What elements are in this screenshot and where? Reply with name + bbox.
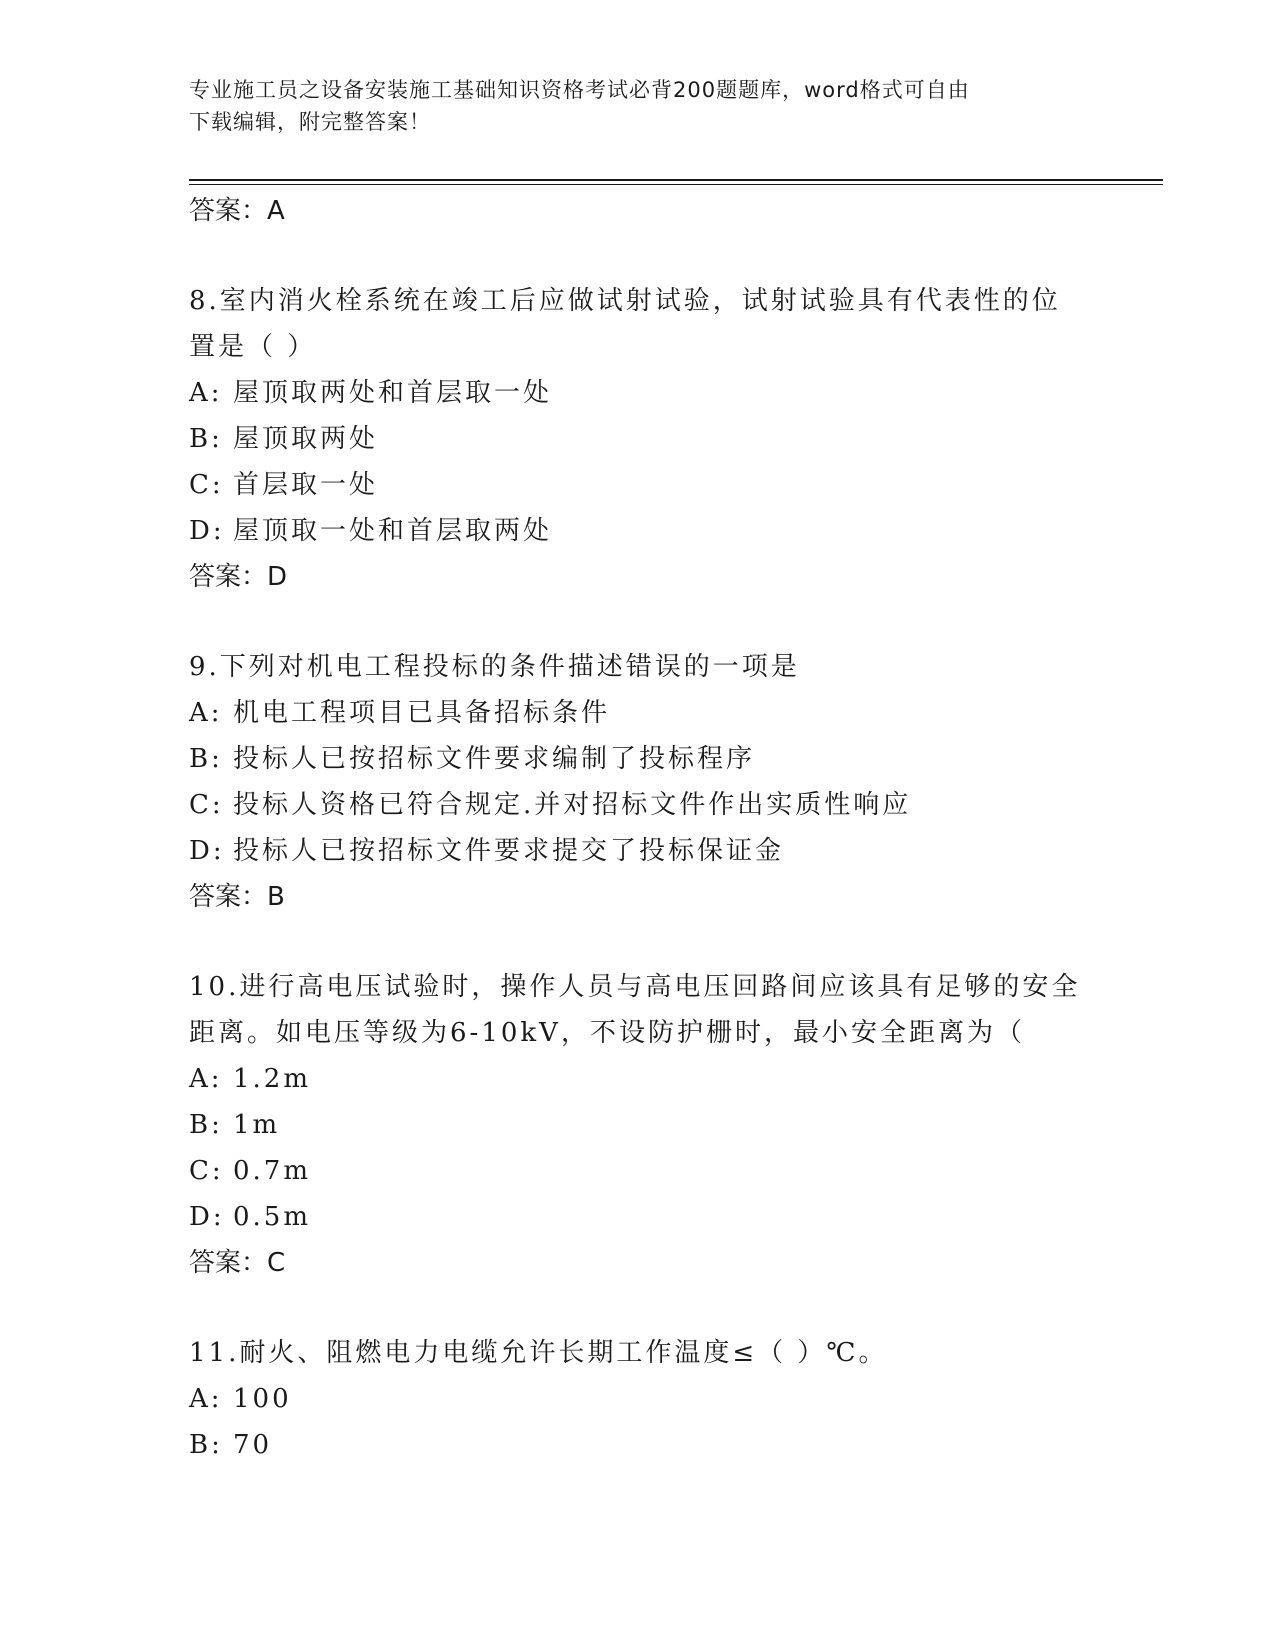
option-text: 1.2m [233,1064,312,1094]
option-b [189,1422,1119,1468]
question-item [189,644,1119,920]
question-text: 9.下列对机电工程投标的条件描述错误的一项是 [189,652,800,682]
option-b [189,1102,1119,1148]
option-text: 100 [233,1384,292,1414]
option-letter: B: [189,744,223,774]
option-text: 1m [233,1110,281,1140]
option-text: 投标人资格已符合规定.并对招标文件作出实质性响应 [233,790,912,820]
option-letter: D: [189,836,225,866]
question-text: 距离。如电压等级为6-10kV，不设防护栅时，最小安全距离为（ [189,1018,1025,1048]
option-text: 70 [233,1430,273,1460]
option-letter: A: [189,1064,223,1094]
option-letter: A: [189,1384,223,1414]
option-a [189,370,1119,416]
option-text: 屋顶取两处和首层取一处 [233,378,553,408]
option-letter: B: [189,1110,223,1140]
option-c [189,1148,1119,1194]
option-letter: C: [189,1156,224,1186]
option-d [189,1194,1119,1240]
option-letter: D: [189,1202,225,1232]
question-text: 8.室内消火栓系统在竣工后应做试射试验，试射试验具有代表性的位 [189,286,1061,316]
option-d [189,508,1119,554]
question-item [189,278,1119,600]
option-text: 投标人已按招标文件要求编制了投标程序 [233,744,756,774]
option-text: 机电工程项目已具备招标条件 [233,698,611,728]
question-text: 11.耐火、阻燃电力电缆允许长期工作温度≤（ ）℃。 [189,1338,888,1368]
header-rule-thick [189,179,1163,181]
answer-line: 答案：B [189,882,285,912]
option-c [189,782,1119,828]
option-letter: C: [189,470,224,500]
option-letter: D: [189,516,225,546]
option-text: 屋顶取两处 [233,424,379,454]
option-c [189,462,1119,508]
answer-line: 答案：C [189,1248,286,1278]
question-text: 置是（ ） [189,332,317,362]
option-b [189,416,1119,462]
answer-line: 答案：D [189,562,288,592]
option-letter: A: [189,378,223,408]
answer-line: 答案：A [189,196,285,226]
option-letter: B: [189,1430,223,1460]
question-item [189,1330,1119,1468]
option-d [189,828,1119,874]
option-a [189,1056,1119,1102]
option-text: 0.5m [233,1202,312,1232]
option-letter: A: [189,698,223,728]
option-b [189,736,1119,782]
option-text: 0.7m [233,1156,312,1186]
header-line-2: 下载编辑，附完整答案！ [189,110,431,134]
option-letter: B: [189,424,223,454]
option-a [189,690,1119,736]
question-list [189,188,1119,1468]
option-letter: C: [189,790,224,820]
option-text: 首层取一处 [233,470,379,500]
document-header [189,74,1089,138]
option-a [189,1376,1119,1422]
question-item [189,964,1119,1286]
header-line-1: 专业施工员之设备安装施工基础知识资格考试必背200题题库，word格式可自由 [189,78,970,102]
question-text: 10.进行高电压试验时，操作人员与高电压回路间应该具有足够的安全 [189,972,1081,1002]
header-rule-thin [189,184,1163,185]
option-text: 投标人已按招标文件要求提交了投标保证金 [233,836,785,866]
option-text: 屋顶取一处和首层取两处 [233,516,553,546]
